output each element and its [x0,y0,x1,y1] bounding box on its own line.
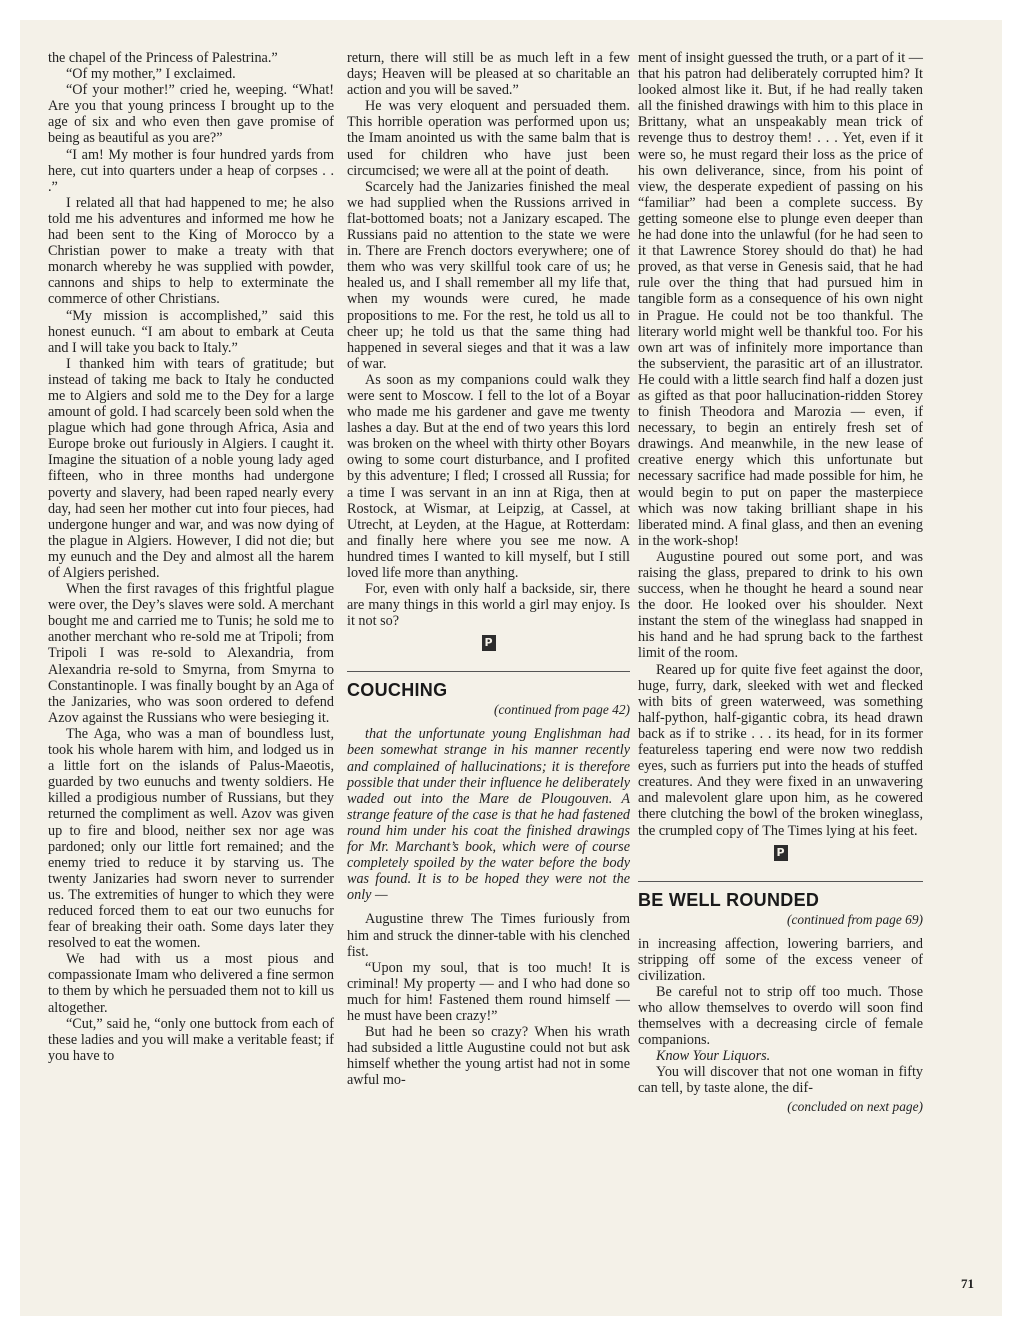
paragraph: You will discover that not one woman in fifty can tell, by taste alone, the dif- [638,1064,923,1097]
paragraph: For, even with only half a backside, sir, there are many things in this world a girl may enjoy. Is it not so? [347,581,630,630]
end-mark-icon: P [774,845,788,861]
magazine-page [20,20,1002,1316]
page-number: 71 [961,1276,974,1291]
paragraph: “Cut,” said he, “only one buttock from each of these ladies and you will make a veritable feast; if you have to [48,1015,334,1064]
paragraph: “Of my mother,” I exclaimed. [66,66,236,83]
column-2 [347,50,630,1088]
column-3 [638,50,923,1123]
paragraph: I related all that had happened to me; he also told me his adventures and informed me how he had been sent to the King of Morocco by a Christian power to make a treaty with that monarch whereby he was supplied with powder, cannons and ships to help to exterminate the commerce of other Christians. [48,194,334,308]
paragraph: the chapel of the Princess of Palestrina.” [48,50,278,66]
paragraph: When the first ravages of this frightful plague were over, the Dey’s slaves were sold. A merchant bought me and carried me to Tunis; he sold me to another merchant who re-sold me at Tripoli; from Tripoli I was re-sold to Alexandria, from Alexandria re-sold to Smyrna, from Smyrna to Constantinople. I was finally bought by an Aga of the Janizaries, who was soon ordered to defend Azov against the Russians who were besieging it. [48,581,334,726]
paragraph: We had with us a most pious and compassionate Imam who delivered a fine sermon to them by which he persuaded them not to kill us altogether. [48,951,334,1016]
paragraph: “Of your mother!” cried he, weeping. “What! Are you that young princess I brought up to the age of six and who even then gave promise of being as beautiful as you are?” [48,82,334,147]
continued-note: (continued from page 42) [494,702,630,718]
paragraph-subhead: Know Your Liquors. [656,1048,771,1065]
paragraph: Scarcely had the Janizaries finished the meal we had supplied when the Russions arrived in flat-bottomed boats; not a Janizary escaped. The Russians paid no attention to the state we were in. There are French doctors everywhere; one of them who was very skillful took care of us; he healed us, and I shall remember all my life that, when my wounds were cured, he made propositions to me. For the rest, he told us all to cheer up; he told us that the same thing had happened in several sieges and that it was a law of war. [347,178,630,372]
paragraph: Augustine threw The Times furiously from him and struck the dinner-table with his clenched fist. [347,911,630,960]
italic-excerpt [347,726,630,903]
section-title: COUCHING [347,680,448,701]
section-divider [347,671,630,672]
continued-note: (continued from page 69) [787,911,923,927]
paragraph: I thanked him with tears of gratitude; but instead of taking me back to Italy he conducted me to Algiers and sold me to the Dey for a large amount of gold. I had scarcely been sold when the plague which had gone through Africa, Asia and Europe broke out furiously in Algiers. I caught it. Imagine the situation of a noble young lady aged fifteen, who in three months had undergone poverty and slavery, had been raped nearly every day, had seen her mother cut into four pieces, had undergone hunger and war, and was now dying of the plague in Algiers. However, I did not die; but my eunuch and the Dey and almost all the harem of Algiers perished. [48,355,334,581]
column-1 [48,50,334,1064]
paragraph: “I am! My mother is four hundred yards from here, cut into quarters under a heap of corpses . . .” [48,146,334,195]
section-title: BE WELL ROUNDED [638,889,820,910]
paragraph: He was very eloquent and persuaded them. This horrible operation was performed upon us; the Imam anointed us with the same balm that is used for children who have just been circumcised; we were all at the point of death. [347,98,630,179]
paragraph: “Upon my soul, that is too much! It is criminal! My property — and I who had done so much for him! Fastened them round himself — he must have been crazy!” [347,959,630,1024]
end-mark-icon: P [482,635,496,651]
section-divider [638,881,923,882]
paragraph: “My mission is accomplished,” said this honest eunuch. “I am about to embark at Ceuta and I will take you back to Italy.” [48,307,334,356]
paragraph: return, there will still be as much left in a few days; Heaven will be pleased at so charitable an action and you will be saved.” [347,50,630,99]
paragraph: As soon as my companions could walk they were sent to Moscow. I fell to the lot of a Boyar who made me his gardener and gave me twenty lashes a day. But at the end of two years this lord was broken on the wheel with thirty other Boyars owing to some court disturbance, and I profited by this adventure; I fled; I crossed all Russia; for a time I was servant in an inn at Riga, then at Rostock, at Wismar, at Leipzig, at Cassel, at Utrecht, at Leyden, at the Hague, at Rotterdam: and finally here where you see me now. A hundred times I wanted to kill myself, but I still loved life more than anything. [347,371,630,581]
paragraph: Be careful not to strip off too much. Those who allow themselves to overdo will soon find themselves with a decreasing circle of female companions. [638,983,923,1049]
paragraph: in increasing affection, lowering barriers, and stripping off some of the excess veneer of civilization. [638,935,923,984]
paragraph: Augustine poured out some port, and was raising the glass, prepared to drink to his own success, when he thought he heard a sound near the door. He looked over his shoulder. Next instant the stem of the wineglass had snapped in his hand and he had sprung back to the farthest limit of the room. [638,548,923,662]
paragraph: But had he been so crazy? When his wrath had subsided a little Augustine could not but ask himself whether the young artist had not in some awful mo- [347,1024,630,1089]
paragraph: ment of insight guessed the truth, or a part of it — that his patron had deliberately corrupted him? It looked almost like it. But, if he had really taken all the finished drawings with him to this place in Brittany, what an unspeakably mean trick of revenge thus to destroy them! . . . Yet, even if it were so, he must regard their loss as the price of his own deliverance, since, from his point of view, the desperate expedient of passing on his “familiar” had been a complete success. By getting someone else to plunge even deeper than he had done into the unlawful (for he had seen to it that Lawrence Storey should do that) he had proved, as that verse in Genesis said, that he had rule over the thing that had pursued him in tangible form as a consequence of his own night in Prague. He could not be too thankful. The literary world might well be thankful too. For his own art was of infinitely more importance than the subservient, the parasitic art of an illustrator. He could with a little search find half a dozen just as gifted as that poor hallucination-ridden Storey to finish Theodora and Marozia — even, if necessary, to begin an entirely fresh set of drawings. And meanwhile, in the new lease of creative energy which this unfortunate but necessary sacrifice had made possible for him, he would begin to put on paper the masterpiece which was now taking brilliant shape in his liberated mind. A final glass, and then an evening in the work-shop! [638,50,923,549]
concluded-note: (concluded on next page) [787,1098,923,1114]
paragraph: Reared up for quite five feet against the door, huge, furry, dark, sleeked with wet and flecked with bits of green waterweed, was something half-python, half-gigantic cobra, its head drawn back as if to strike . . . its head, for in its former featureless tapering end were now two reddish eyes, such as furriers put into the heads of stuffed creatures. And they were fixed in an unwavering and malevolent glare upon him, as he cowered there clutching the bowl of the broken wineglass, the crumpled copy of The Times lying at his feet. [638,661,923,839]
paragraph: The Aga, who was a man of boundless lust, took his whole harem with him, and lodged us in a little fort on the islands of Palus-Maeotis, guarded by two eunuchs and twenty soldiers. He killed a prodigious number of Russians, but they returned the compliment as well. Azov was given up to fire and blood, neither sex nor age was pardoned; only our little fort remained; and the enemy tried to reduce it by starving us. The twenty Janizaries had sworn never to surrender us. The extremities of hunger to which they were reduced forced them to eat our two eunuchs for fear of breaking their oath. Some days later they resolved to eat the women. [48,725,334,952]
paragraph: that the unfortunate young Englishman had been somewhat strange in his manner recently and complained of hallucinations; it is therefore possible that under their influence he deliberately waded out into the Mare de Plougouven. A strange feature of the case is that he had fastened round him under his coat the finished drawings for Mr. Marchant’s book, which were of course completely spoiled by the water before the body was found. It is to be hoped they were not the only — [347,726,630,904]
